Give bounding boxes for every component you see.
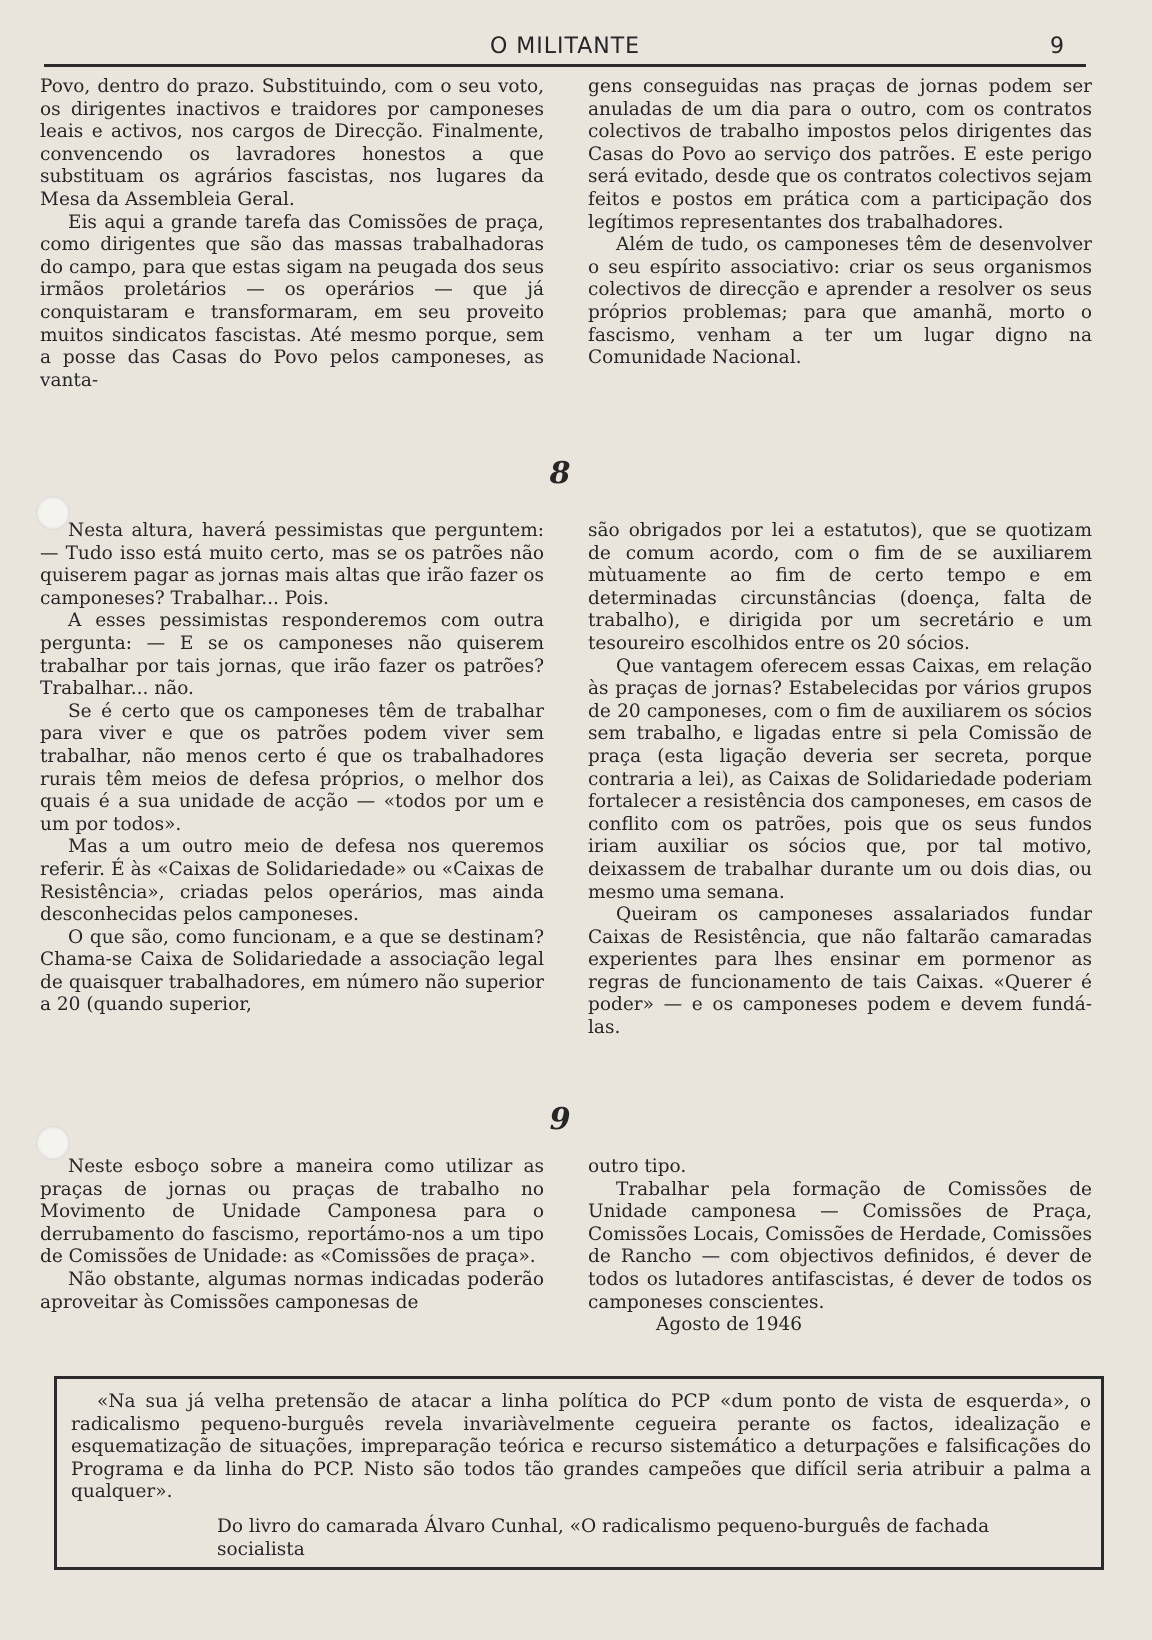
paragraph: Queiram os camponeses assalariados fundar Caixas de Resistência, que não faltarão camaradas experientes para lhes ensinar em pormenor as regras de funcionamento de tais Caixas. «Querer é poder» — e os camponeses podem e devem fundá-las. [588,904,1092,1039]
publication-title: O MILITANTE [489,34,641,59]
date-line: Agosto de 1946 [656,1314,803,1336]
paragraph: Se é certo que os camponeses têm de trabalhar para viver e que os patrões podem viver sem trabalhar, não menos certo é que os trabalhadores rurais têm meios de defesa próprios, o melhor dos quais é a sua unidade de acção — «todos por um e um por todos». [40,700,544,835]
page-number: 9 [1050,34,1064,59]
paragraph: Eis aqui a grande tarefa das Comissões de praça, como dirigentes que são das massas trabalhadoras do campo, para que estas sigam na peugada dos seus irmãos proletários — os operários — que já conquistaram e transformaram, em seu proveito muitos sindicatos fascistas. Até mesmo porque, sem a posse das Casas do Povo pelos camponeses, as vanta- [40,211,544,391]
section-number-8: 8 [549,456,571,491]
paragraph: Além de tudo, os camponeses têm de desenvolver o seu espírito associativo: criar os seus organismos colectivos de direcção e aprender a resolver os seus próprios problemas; para que amanhã, morto o fascismo, venham a ter um lugar digno na Comunidade Nacional. [588,234,1092,369]
paragraph: A esses pessimistas responderemos com outra pergunta: — E se os camponeses não quiserem trabalhar por tais jornas, que irão fazer os patrões? Trabalhar... não. [40,610,544,700]
continuation-right-column [588,76,1092,370]
section-number-9: 9 [549,1102,571,1137]
section-8-right-column [588,520,1092,1040]
header-rule [44,64,1086,67]
paragraph: Que vantagem oferecem essas Caixas, em relação às praças de jornas? Estabelecidas por vários grupos de 20 camponeses, com o fim de auxiliarem os sócios sem trabalho, e ligadas entre si pela Comissão de praça (esta ligação deveria ser secreta, porque contraria a lei), as Caixas de Solidariedade poderiam fortalecer a resistência dos camponeses, em casos de conflito com os patrões, pois que os seus fundos iriam auxiliar os sócios que, por tal motivo, deixassem de trabalhar durante um ou dois dias, ou mesmo uma semana. [588,655,1092,903]
continuation-left-column [40,76,544,392]
paragraph: são obrigados por lei a estatutos), que se quotizam de comum acordo, com o fim de se auxiliarem mùtuamente ao fim de certo tempo e em determinadas circunstâncias (doença, falta de trabalho), e dirigida por um secretário e um tesoureiro escolhidos entre os 20 sócios. [588,520,1092,654]
paragraph: Neste esboço sobre a maneira como utilizar as praças de jornas ou praças de trabalho no Movimento de Unidade Camponesa para o derrubamento do fascismo, reportámo-nos a um tipo de Comissões de Unidade: as «Comissões de praça». [40,1156,544,1268]
section-9-left-column [40,1156,544,1314]
paragraph: gens conseguidas nas praças de jornas podem ser anuladas de um dia para o outro, com os contratos colectivos de trabalho impostos pelos dirigentes das Casas do Povo ao serviço dos patrões. E este perigo será evitado, desde que os contratos colectivos sejam feitos e postos em prática com a participação dos legítimos representantes dos trabalhadores. [588,76,1092,233]
paragraph: outro tipo. [588,1156,687,1177]
punch-hole [36,1126,70,1160]
paragraph: Povo, dentro do prazo. Substituindo, com o seu voto, os dirigentes inactivos e traidores por camponeses leais e activos, nos cargos de Direcção. Finalmente, convencendo os lavradores honestos a que substituam os agrários fascistas, nos lugares da Mesa da Assembleia Geral. [40,76,544,210]
section-9-right-column [588,1156,1092,1337]
paragraph: O que são, como funcionam, e a que se destinam? Chama-se Caixa de Solidariedade a associação legal de quaisquer trabalhadores, em número não superior a 20 (quando superior, [40,926,544,1016]
paragraph: Nesta altura, haverá pessimistas que perguntem: — Tudo isso está muito certo, mas se os patrões não quiserem pagar as jornas mais altas que irão fazer os camponeses? Trabalhar... Pois. [40,520,544,609]
paragraph: Mas a um outro meio de defesa nos queremos referir. É às «Caixas de Solidariedade» ou «Caixas de Resistência», criadas pelos operários, mas ainda desconhecidas pelos camponeses. [40,836,544,926]
page-header [44,34,1086,64]
quote-box [54,1376,1104,1570]
quote-text: «Na sua já velha pretensão de atacar a linha política do PCP «dum ponto de vista de esquerda», o radicalismo pequeno-burguês revela invariàvelmente cegueira perante os factos, idealização e esquematização de situações, impreparação teórica e recurso sistemático a deturpações e falsificações do Programa e da linha do PCP. Nisto são todos tão grandes campeões que difícil seria atribuir a palma a qualquer». [71,1391,1091,1503]
paragraph: Trabalhar pela formação de Comissões de Unidade camponesa — Comissões de Praça, Comissões Locais, Comissões de Herdade, Comissões de Rancho — com objectivos definidos, é dever de todos os lutadores antifascistas, é dever de todos os camponeses conscientes. [588,1178,1092,1313]
quote-source: Do livro do camarada Álvaro Cunhal, «O radicalismo pequeno-burguês de fachada socialista [217,1516,990,1560]
section-8-left-column [40,520,544,1017]
paragraph: Não obstante, algumas normas indicadas poderão aproveitar às Comissões camponesas de [40,1268,544,1313]
